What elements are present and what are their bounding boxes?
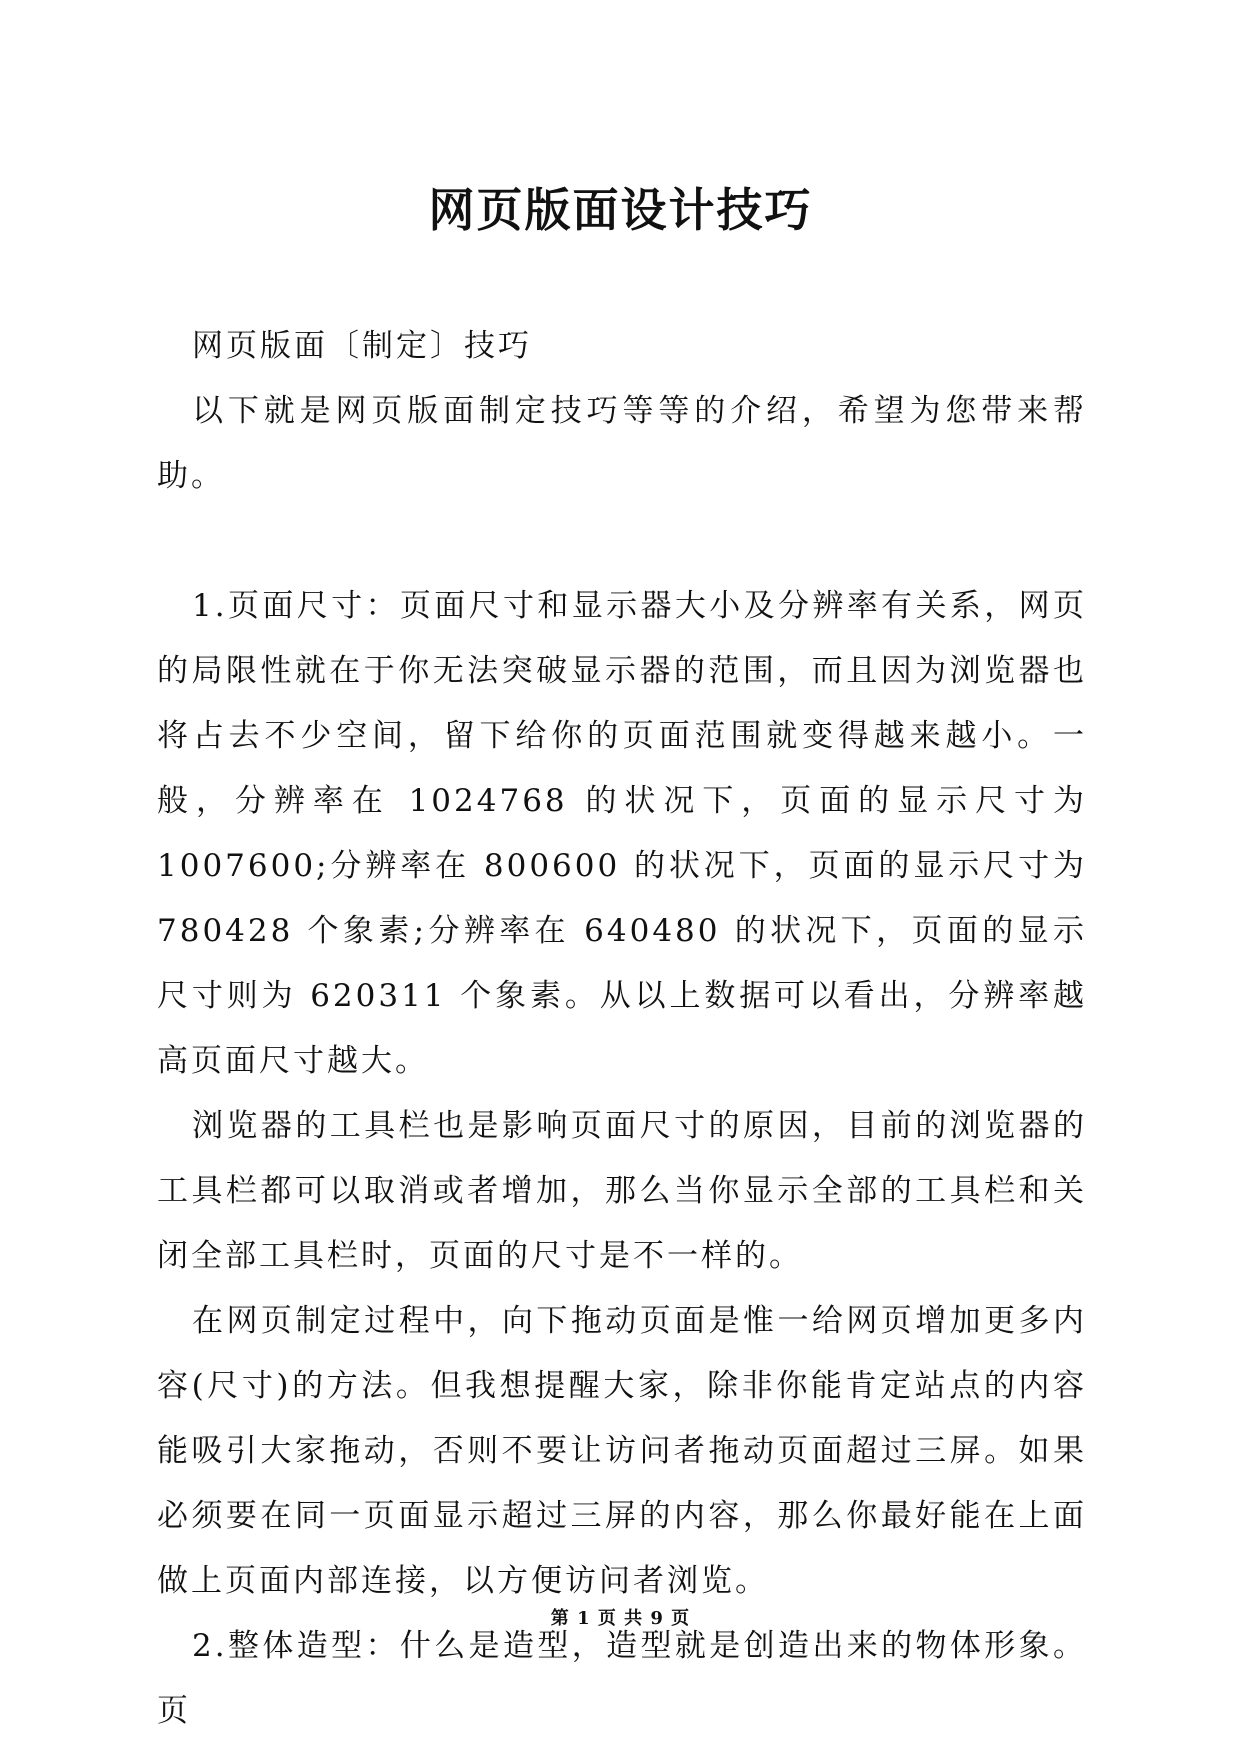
paragraph-overall-shape: 2.整体造型：什么是造型，造型就是创造出来的物体形象。页 [157, 1628, 1087, 1729]
document-title: 网页版面设计技巧 [428, 183, 813, 237]
paragraph-toolbar: 浏览器的工具栏也是影响页面尺寸的原因，目前的浏览器的工具栏都可以取消或者增加，那么当你显示全部的工具栏和关闭全部工具栏时，页面的尺寸是不一样的。 [157, 1108, 1087, 1274]
paragraph-scrolling: 在网页制定过程中，向下拖动页面是惟一给网页增加更多内容(尺寸)的方法。但我想提醒大家，除非你能肯定站点的内容能吸引大家拖动，否则不要让访问者拖动页面超过三屏。如果必须要在同一页面显示超过三屏的内容，那么你最好能在上面做上页面内部连接，以方便访问者浏览。 [157, 1303, 1087, 1599]
page-footer: 第 1 页 共 9 页 [550, 1608, 691, 1629]
paragraph-subtitle: 网页版面〔制定〕技巧 [192, 328, 532, 364]
paragraph-page-size: 1.页面尺寸：页面尺寸和显示器大小及分辨率有关系，网页的局限性就在于你无法突破显示器的范围，而且因为浏览器也将占去不少空间，留下给你的页面范围就变得越来越小。一般，分辨率在 1024768 的状况下，页面的显示尺寸为 1007600;分辨率在 800600 的状况下，页面的显示尺寸为 780428 个象素;分辨率在 640480 的状况下，页面的显示尺寸则为 620311 个象素。从以上数据可以看出，分辨率越高页面尺寸越大。 [157, 588, 1087, 1079]
paragraph-intro: 以下就是网页版面制定技巧等等的介绍，希望为您带来帮助。 [157, 393, 1087, 494]
document-body [157, 314, 1087, 1744]
